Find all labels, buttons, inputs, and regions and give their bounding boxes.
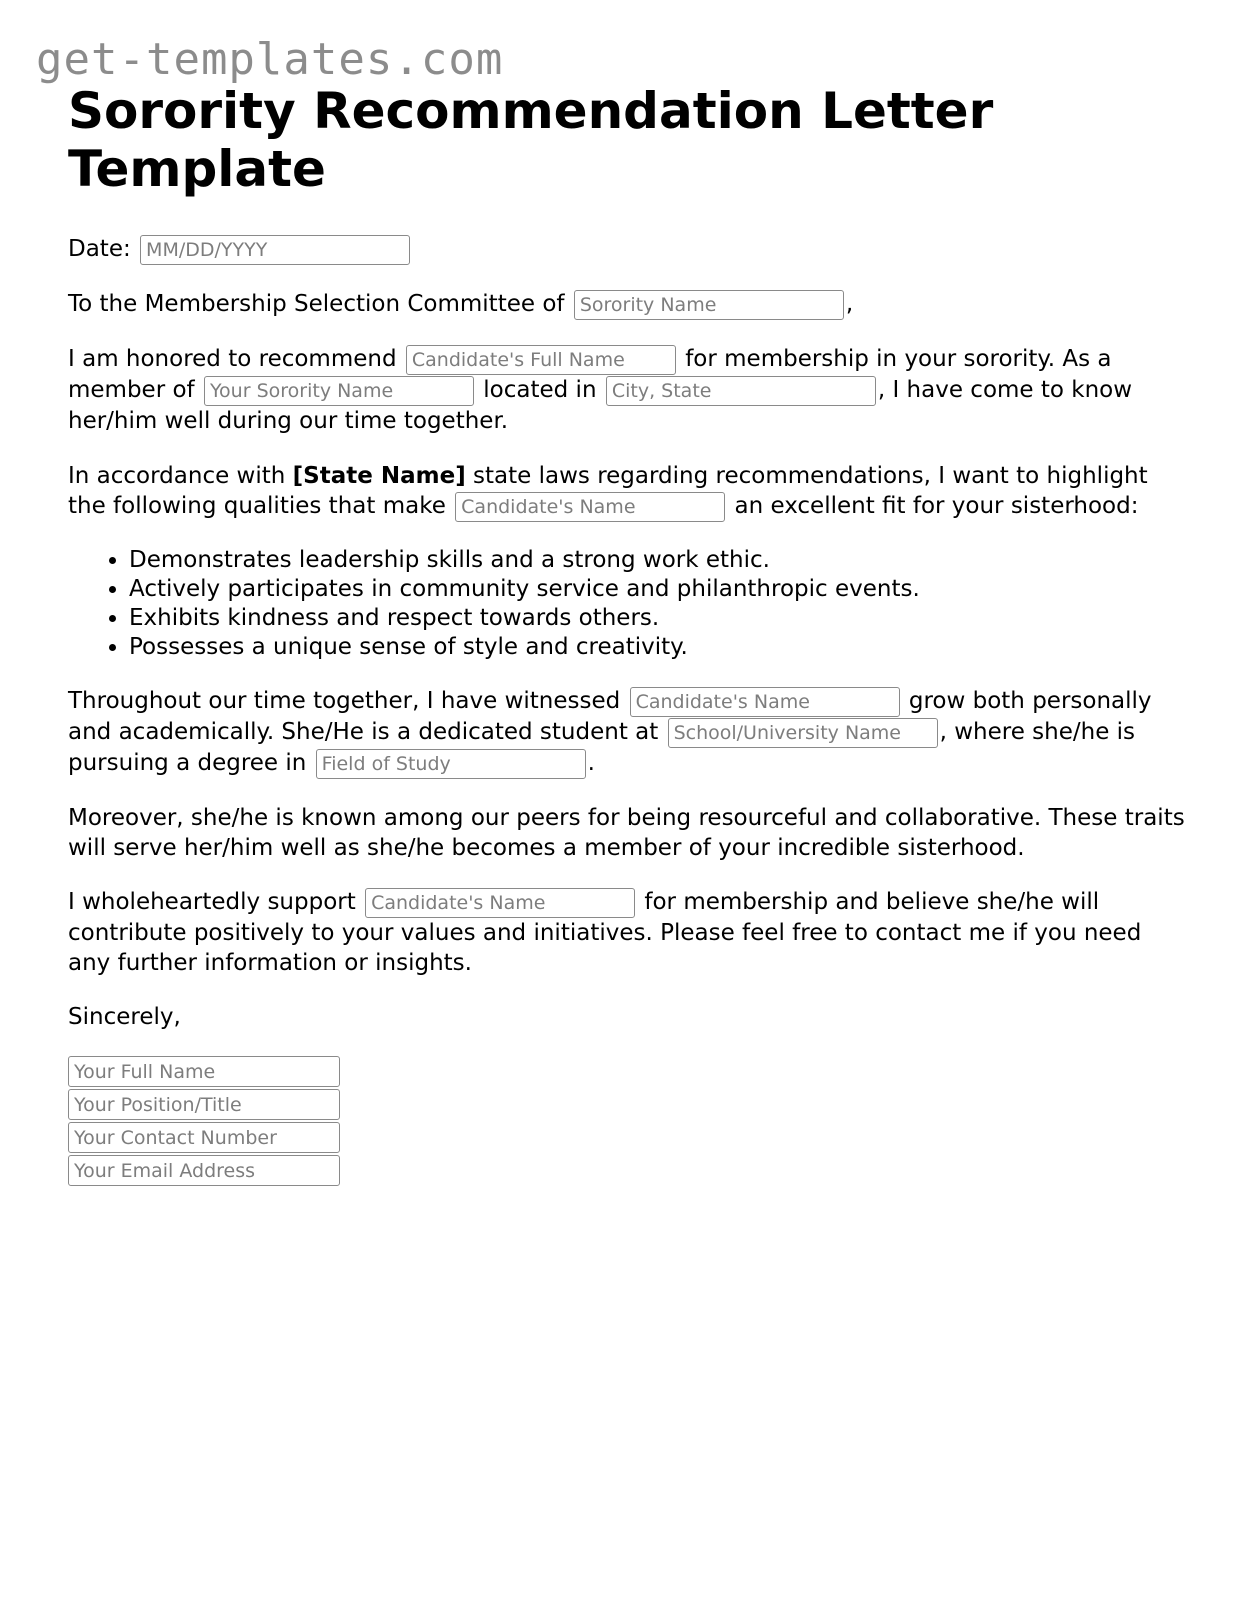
salutation-text: To the Membership Selection Committee of xyxy=(68,291,565,317)
date-input[interactable] xyxy=(140,235,410,265)
date-label: Date: xyxy=(68,236,131,262)
state-name-placeholder: [State Name] xyxy=(292,463,466,489)
candidate-name-input-2[interactable] xyxy=(630,687,900,717)
growth-text-2: grow both personally and academically. She/He is a dedicated student at xyxy=(68,688,1152,745)
intro-paragraph xyxy=(68,344,1188,437)
email-address-input[interactable] xyxy=(68,1155,340,1186)
growth-text-1: Throughout our time together, I have witnessed xyxy=(68,688,621,714)
candidate-name-input-1[interactable] xyxy=(455,492,725,522)
support-text-2: for membership and believe she/he will contribute positively to your values and initiatives. Please feel free to contact me if you need any further information or insights. xyxy=(68,889,1142,976)
city-state-input[interactable] xyxy=(606,376,876,406)
accordance-text-1: In accordance with xyxy=(68,463,286,489)
watermark: get-templates.com xyxy=(36,34,504,85)
list-item: • Exhibits kindness and respect towards others. xyxy=(129,604,1188,633)
accordance-text-2: state laws regarding recommendations, I want to highlight the following qualities that make xyxy=(68,463,1148,519)
your-full-name-input[interactable] xyxy=(68,1056,340,1087)
intro-text-2: for membership in your sorority. As a member of xyxy=(68,346,1112,403)
sorority-name-input[interactable] xyxy=(574,290,844,320)
growth-text-3: , where she/he is pursuing a degree in xyxy=(68,719,1136,776)
support-paragraph xyxy=(68,887,1188,978)
qualities-list xyxy=(68,546,1188,662)
signature-block xyxy=(68,1056,1188,1186)
growth-paragraph xyxy=(68,686,1188,779)
intro-text-1: I am honored to recommend xyxy=(68,346,397,372)
date-line xyxy=(68,234,1188,265)
salutation xyxy=(68,289,1188,320)
candidate-name-input-3[interactable] xyxy=(365,888,635,918)
salutation-comma: , xyxy=(845,291,854,317)
letter-page xyxy=(68,82,1188,1186)
candidate-full-name-input[interactable] xyxy=(406,345,676,375)
field-of-study-input[interactable] xyxy=(316,749,586,779)
list-item: • Actively participates in community service and philanthropic events. xyxy=(129,575,1188,604)
growth-text-4: . xyxy=(587,750,595,776)
position-title-input[interactable] xyxy=(68,1089,340,1120)
accordance-text-3: an excellent fit for your sisterhood: xyxy=(734,493,1139,519)
your-sorority-name-input[interactable] xyxy=(204,376,474,406)
closing: Sincerely, xyxy=(68,1004,181,1030)
accordance-paragraph xyxy=(68,461,1188,522)
contact-number-input[interactable] xyxy=(68,1122,340,1153)
moreover-paragraph: Moreover, she/he is known among our peers for being resourceful and collaborative. These traits will serve her/him well as she/he becomes a member of your incredible sisterhood. xyxy=(68,805,1185,861)
page-title: Sorority Recommendation Letter Template xyxy=(68,82,994,198)
list-item: • Demonstrates leadership skills and a strong work ethic. xyxy=(129,546,1188,575)
school-name-input[interactable] xyxy=(668,718,938,748)
support-text-1: I wholeheartedly support xyxy=(68,889,356,915)
intro-text-3: located in xyxy=(483,377,597,403)
intro-text-4: , I have come to know her/him well during our time together. xyxy=(68,377,1133,434)
list-item: • Possesses a unique sense of style and creativity. xyxy=(129,633,1188,662)
